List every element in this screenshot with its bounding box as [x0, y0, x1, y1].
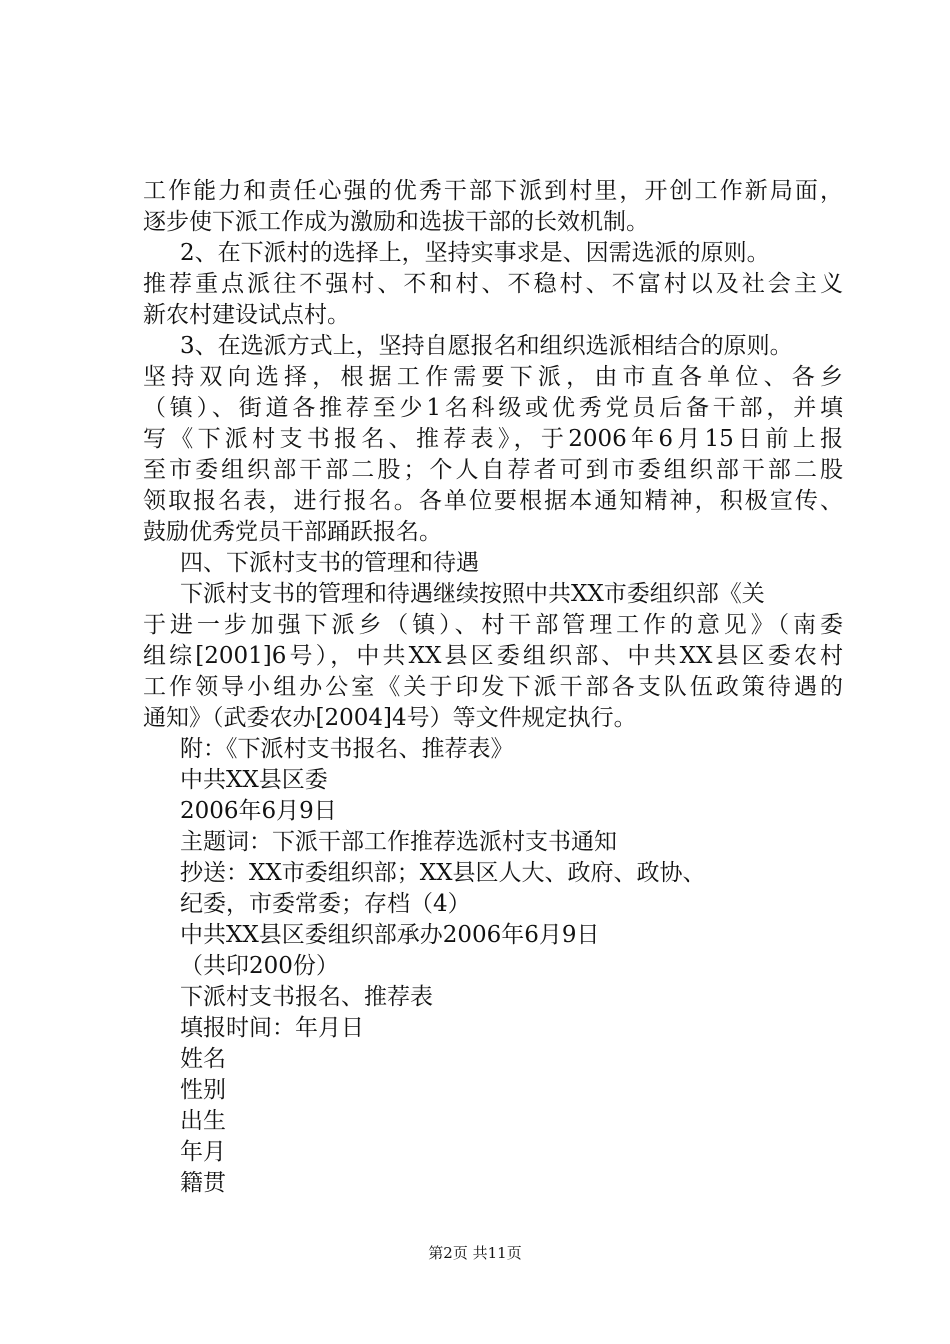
- paragraph-line-7: 坚持双向选择，根据工作需要下派，由市直各单位、各乡: [143, 364, 843, 390]
- form-field-year-month: 年月: [180, 1139, 226, 1165]
- paragraph-line-2: 逐步使下派工作成为激励和选拔干部的长效机制。: [143, 209, 649, 235]
- form-field-birth: 出生: [180, 1108, 226, 1134]
- paragraph-line-16: 组综[2001]6号），中共XX县区委组织部、中共XX县区委农村: [143, 643, 843, 669]
- form-title: 下派村支书报名、推荐表: [180, 984, 433, 1010]
- paragraph-line-8: （镇）、街道各推荐至少1名科级或优秀党员后备干部，并填: [143, 395, 843, 421]
- cc-list-line-1: 抄送：XX市委组织部；XX县区人大、政府、政协、: [180, 860, 706, 886]
- subject-keywords: 主题词：下派干部工作推荐选派村支书通知: [180, 829, 617, 855]
- paragraph-line-11: 领取报名表，进行报名。各单位要根据本通知精神，积极宣传、: [143, 488, 843, 514]
- issue-date: 2006年6月9日: [180, 798, 337, 824]
- form-field-gender: 性别: [180, 1077, 226, 1103]
- form-field-native-place: 籍贯: [180, 1170, 226, 1196]
- cc-list-line-2: 纪委，市委常委；存档（4）: [180, 891, 471, 917]
- paragraph-line-10: 至市委组织部干部二股；个人自荐者可到市委组织部干部二股: [143, 457, 843, 483]
- paragraph-line-5: 新农村建设试点村。: [143, 302, 350, 328]
- handled-by: 中共XX县区委组织部承办2006年6月9日: [180, 922, 600, 948]
- page-number: 第2页 共11页: [428, 1244, 522, 1262]
- print-count: （共印200份）: [180, 953, 339, 979]
- paragraph-line-9: 写《下派村支书报名、推荐表》，于2006年6月15日前上报: [143, 426, 843, 452]
- paragraph-line-6: 3、在选派方式上，坚持自愿报名和组织选派相结合的原则。: [180, 333, 793, 359]
- paragraph-line-12: 鼓励优秀党员干部踊跃报名。: [143, 519, 442, 545]
- paragraph-line-14: 下派村支书的管理和待遇继续按照中共XX市委组织部《关: [180, 581, 765, 607]
- form-field-name: 姓名: [180, 1046, 226, 1072]
- document-body: [143, 176, 843, 1199]
- paragraph-line-1: 工作能力和责任心强的优秀干部下派到村里，开创工作新局面，: [143, 178, 843, 204]
- paragraph-line-3: 2、在下派村的选择上，坚持实事求是、因需选派的原则。: [180, 240, 770, 266]
- issuer: 中共XX县区委: [180, 767, 328, 793]
- section-heading: 四、下派村支书的管理和待遇: [180, 550, 479, 576]
- paragraph-line-15: 于进一步加强下派乡（镇）、村干部管理工作的意见》（南委: [143, 612, 843, 638]
- paragraph-line-17: 工作领导小组办公室《关于印发下派干部各支队伍政策待遇的: [143, 674, 843, 700]
- attachment-note: 附：《下派村支书报名、推荐表》: [180, 736, 514, 762]
- page-footer: [0, 1243, 950, 1263]
- paragraph-line-18: 通知》（武委农办[2004]4号）等文件规定执行。: [143, 705, 637, 731]
- form-fill-date: 填报时间：年月日: [180, 1015, 364, 1041]
- paragraph-line-4: 推荐重点派往不强村、不和村、不稳村、不富村以及社会主义: [143, 271, 843, 297]
